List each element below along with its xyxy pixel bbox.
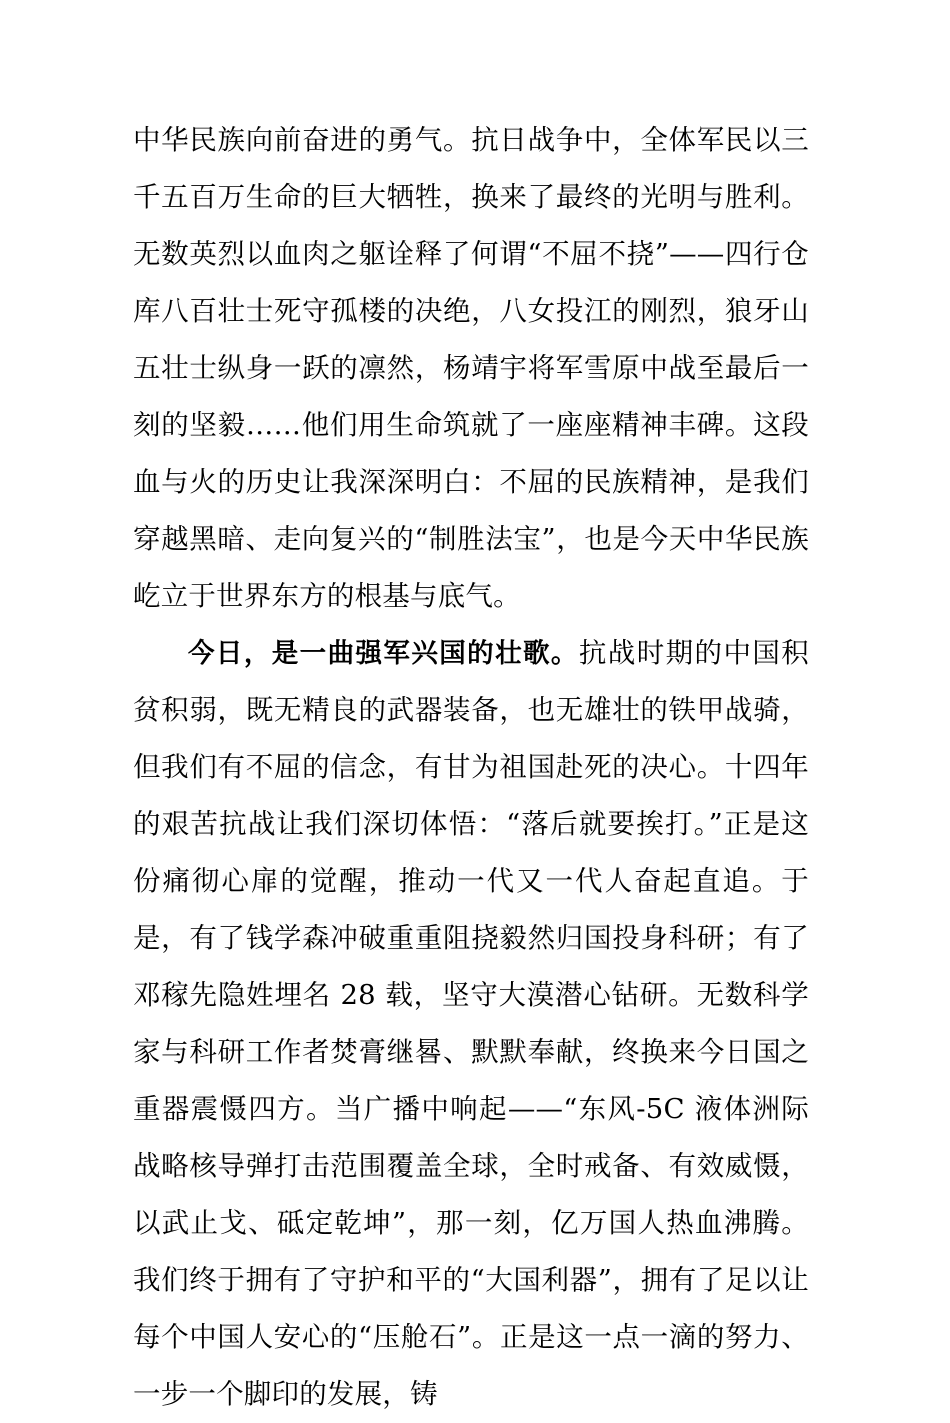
paragraph-1	[133, 112, 809, 625]
paragraph-2-text: 抗战时期的中国积贫积弱，既无精良的武器装备，也无雄壮的铁甲战骑，但我们有不屈的信念，有甘为祖国赴死的决心。十四年的艰苦抗战让我们深切体悟：“落后就要挨打。”正是这份痛彻心扉的觉醒，推动一代又一代人奋起直追。于是，有了钱学森冲破重重阻挠毅然归国投身科研；有了邓稼先隐姓埋名 28 载，坚守大漠潜心钻研。无数科学家与科研工作者焚膏继晷、默默奉献，终换来今日国之重器震慑四方。当广播中响起——“东风-5C 液体洲际战略核导弹打击范围覆盖全球，全时戒备、有效威慑，以武止戈、砥定乾坤”，那一刻，亿万国人热血沸腾。我们终于拥有了守护和平的“大国利器”，拥有了足以让每个中国人安心的“压舱石”。正是这一点一滴的努力、一步一个脚印的发展，铸	[133, 637, 809, 1410]
paragraph-1-text: 中华民族向前奋进的勇气。抗日战争中，全体军民以三千五百万生命的巨大牺牲，换来了最终的光明与胜利。无数英烈以血肉之躯诠释了何谓“不屈不挠”——四行仓库八百壮士死守孤楼的决绝，八女投江的刚烈，狼牙山五壮士纵身一跃的凛然，杨靖宇将军雪原中战至最后一刻的坚毅……他们用生命筑就了一座座精神丰碑。这段血与火的历史让我深深明白：不屈的民族精神，是我们穿越黑暗、走向复兴的“制胜法宝”，也是今天中华民族屹立于世界东方的根基与底气。	[133, 124, 809, 612]
paragraph-2-lead: 今日，是一曲强军兴国的壮歌。	[188, 638, 579, 669]
paragraph-2	[133, 625, 809, 1423]
document-text-column	[133, 112, 809, 1423]
